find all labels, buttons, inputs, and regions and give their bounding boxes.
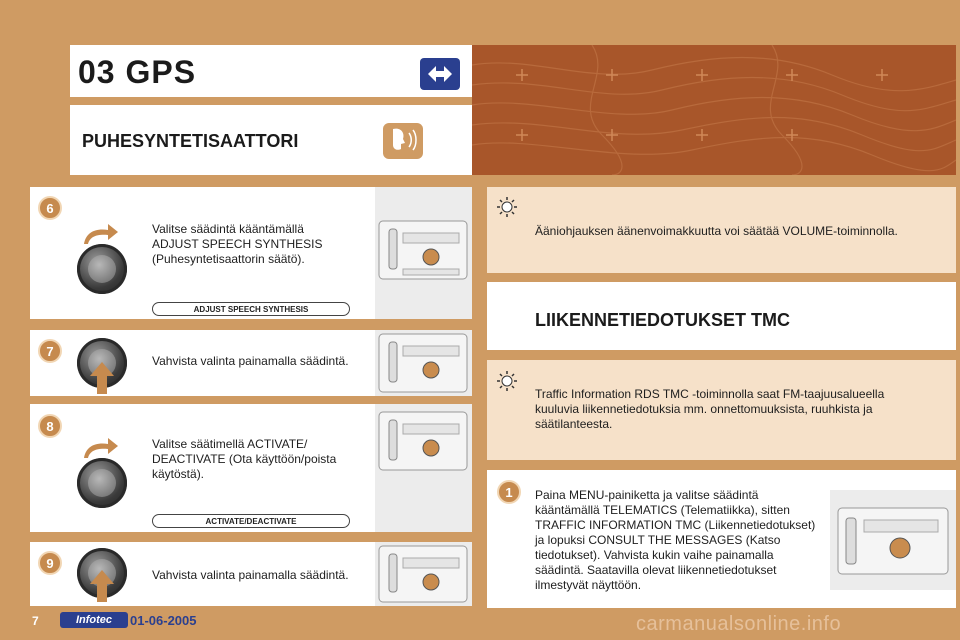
tip-text-line: Traffic Information RDS TMC -toiminnolla saat FM-taajuusalueella [535, 387, 885, 401]
step-text-line: säädintä. Saatavilla olevat liikennetiedotukset [535, 563, 777, 577]
step-number: 8 [38, 414, 62, 438]
step-number: 1 [497, 480, 521, 504]
tip-text: Ääniohjauksen äänenvoimakkuutta voi säätää VOLUME-toiminnolla. [535, 224, 898, 238]
speech-synthesis-icon [383, 123, 423, 159]
menu-option-label: ACTIVATE/DEACTIVATE [152, 514, 350, 528]
brand-logo: Infotec [60, 612, 128, 628]
watermark: carmanualsonline.info [636, 613, 842, 635]
control-knob [77, 458, 127, 508]
step-text-line: Valitse säätimellä ACTIVATE/ [152, 437, 308, 451]
step-text-line: DEACTIVATE (Ota käyttöön/poista [152, 452, 337, 466]
tip-text-line: säätilanteesta. [535, 417, 613, 431]
radio-illustration [375, 542, 472, 606]
step-text-line: ADJUST SPEECH SYNTHESIS [152, 237, 323, 251]
page-number: 7 [32, 614, 39, 628]
topographic-banner [472, 45, 956, 175]
radio-illustration [375, 404, 472, 532]
page-title: 03 GPS [78, 54, 197, 90]
step-number: 7 [38, 339, 62, 363]
tip-text-line: kuuluvia liikennetiedotuksia mm. onnettomuuksista, ruuhkista ja [535, 402, 873, 416]
radio-illustration [375, 330, 472, 396]
info-sun-icon [497, 197, 517, 217]
step-text-line: Paina MENU-painiketta ja valitse säädintä [535, 488, 759, 502]
control-knob [77, 244, 127, 294]
step-text-line: TRAFFIC INFORMATION TMC (Liikennetiedotukset) [535, 518, 816, 532]
navigation-icon [420, 58, 460, 90]
step-text-line: tiedotukset). Vahvista kukin vaihe painamalla [535, 548, 774, 562]
section-title: PUHESYNTETISAATTORI [82, 131, 299, 151]
step-text-line: ja lopuksi CONSULT THE MESSAGES (Katso [535, 533, 781, 547]
press-arrow-icon [88, 568, 116, 609]
press-arrow-icon [88, 360, 116, 401]
step-number: 9 [38, 551, 62, 575]
section-title: LIIKENNETIEDOTUKSET TMC [535, 310, 790, 330]
step-text-line: ilmestyvät näyttöön. [535, 578, 642, 592]
step-number: 6 [38, 196, 62, 220]
radio-illustration [375, 187, 472, 319]
step-text-line: Valitse säädintä kääntämällä [152, 222, 304, 236]
step-text-line: (Puhesyntetisaattorin säätö). [152, 252, 305, 266]
menu-option-label: ADJUST SPEECH SYNTHESIS [152, 302, 350, 316]
step-text-line: Vahvista valinta painamalla säädintä. [152, 568, 349, 582]
document-date: 01-06-2005 [130, 613, 197, 628]
step-text-line: Vahvista valinta painamalla säädintä. [152, 354, 349, 368]
info-sun-icon [497, 371, 517, 391]
step-text-line: käytöstä). [152, 467, 205, 481]
radio-illustration [830, 490, 956, 590]
step-text-line: kääntämällä TELEMATICS (Telematiikka), sitten [535, 503, 790, 517]
